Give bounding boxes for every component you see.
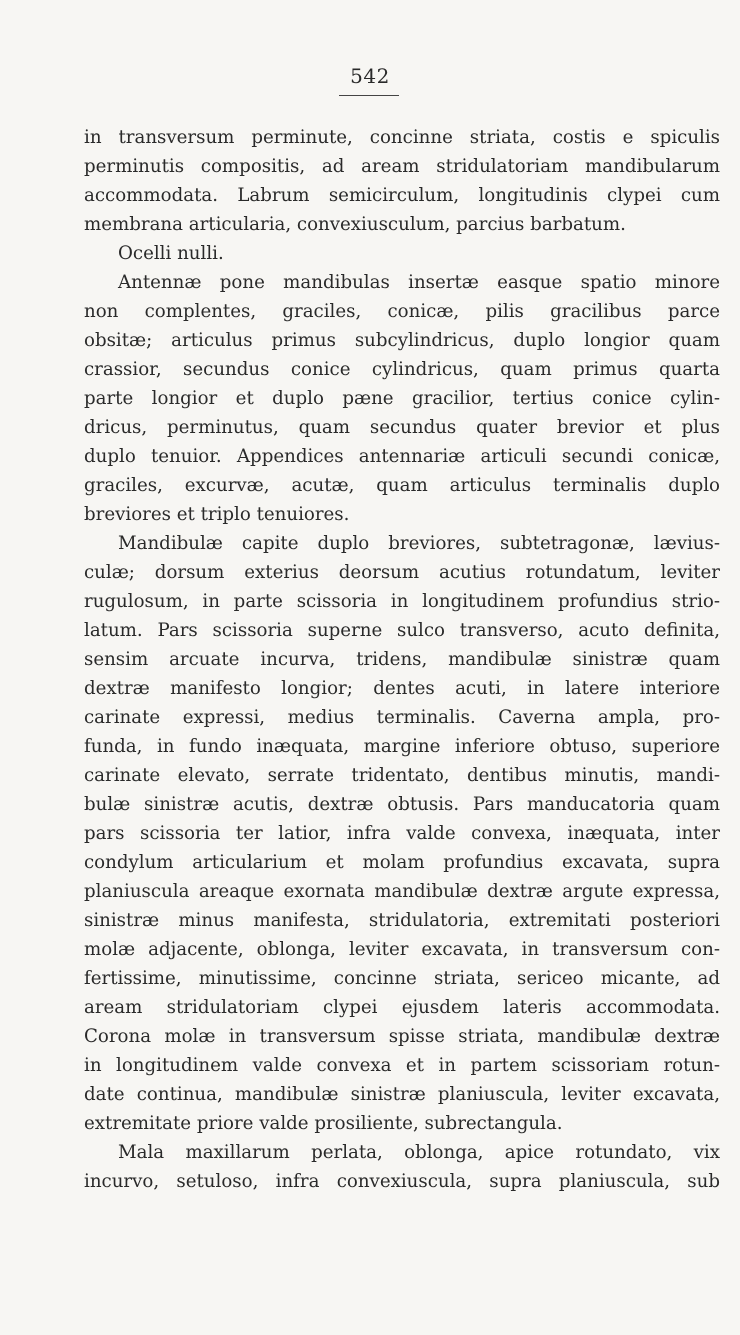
text-line: Antennæ pone mandibulas insertæ easque spatio minore — [118, 272, 720, 293]
text-line: dextræ manifesto longior; dentes acuti, in latere interiore — [84, 678, 720, 699]
text-line: carinate expressi, medius terminalis. Caverna ampla, pro- — [84, 707, 720, 728]
text-line: latum. Pars scissoria superne sulco transverso, acuto definita, — [84, 620, 720, 641]
text-line: planiuscula areaque exornata mandibulæ dextræ argute expressa, — [84, 881, 720, 902]
text-line: membrana articularia, convexiusculum, parcius barbatum. — [84, 214, 626, 235]
text-line: Mandibulæ capite duplo breviores, subtetragonæ, lævius- — [118, 533, 720, 554]
text-line: culæ; dorsum exterius deorsum acutius rotundatum, leviter — [84, 562, 720, 583]
text-line: sensim arcuate incurva, tridens, mandibulæ sinistræ quam — [84, 649, 720, 670]
text-line: pars scissoria ter latior, infra valde convexa, inæquata, inter — [84, 823, 720, 844]
text-line: molæ adjacente, oblonga, leviter excavata, in transversum con- — [84, 939, 720, 960]
page-number-rule — [339, 95, 399, 96]
text-line: Ocelli nulli. — [118, 243, 224, 264]
text-line: date continua, mandibulæ sinistræ planiuscula, leviter excavata, — [84, 1084, 720, 1105]
text-line: accommodata. Labrum semicirculum, longitudinis clypei cum — [84, 185, 720, 206]
text-line: Mala maxillarum perlata, oblonga, apice rotundato, vix — [118, 1142, 720, 1163]
text-line: duplo tenuior. Appendices antennariæ articuli secundi conicæ, — [84, 446, 720, 467]
text-line: bulæ sinistræ acutis, dextræ obtusis. Pars manducatoria quam — [84, 794, 720, 815]
text-line: in longitudinem valde convexa et in partem scissoriam rotun- — [84, 1055, 720, 1076]
text-line: in transversum perminute, concinne striata, costis e spiculis — [84, 127, 720, 148]
text-line: funda, in fundo inæquata, margine inferiore obtuso, superiore — [84, 736, 720, 757]
text-line: perminutis compositis, ad aream stridulatoriam mandibularum — [84, 156, 720, 177]
text-line: parte longior et duplo pæne gracilior, tertius conice cylin- — [84, 388, 720, 409]
text-line: non complentes, graciles, conicæ, pilis gracilibus parce — [84, 301, 720, 322]
text-line: dricus, perminutus, quam secundus quater brevior et plus — [84, 417, 720, 438]
text-line: aream stridulatoriam clypei ejusdem lateris accommodata. — [84, 997, 720, 1018]
text-line: rugulosum, in parte scissoria in longitudinem profundius strio- — [84, 591, 720, 612]
text-line: sinistræ minus manifesta, stridulatoria, extremitati posteriori — [84, 910, 720, 931]
text-line: condylum articularium et molam profundius excavata, supra — [84, 852, 720, 873]
text-line: carinate elevato, serrate tridentato, dentibus minutis, mandi- — [84, 765, 720, 786]
text-line: graciles, excurvæ, acutæ, quam articulus terminalis duplo — [84, 475, 720, 496]
text-line: breviores et triplo tenuiores. — [84, 504, 350, 525]
text-line: extremitate priore valde prosiliente, subrectangula. — [84, 1113, 563, 1134]
text-line: fertissime, minutissime, concinne striata, sericeo micante, ad — [84, 968, 720, 989]
body-text — [84, 123, 720, 1196]
text-line: Corona molæ in transversum spisse striata, mandibulæ dextræ — [84, 1026, 720, 1047]
page-number: 542 — [350, 64, 390, 88]
text-line: incurvo, setuloso, infra convexiuscula, supra planiuscula, sub — [84, 1171, 720, 1192]
text-line: obsitæ; articulus primus subcylindricus, duplo longior quam — [84, 330, 720, 351]
text-line: crassior, secundus conice cylindricus, quam primus quarta — [84, 359, 720, 380]
